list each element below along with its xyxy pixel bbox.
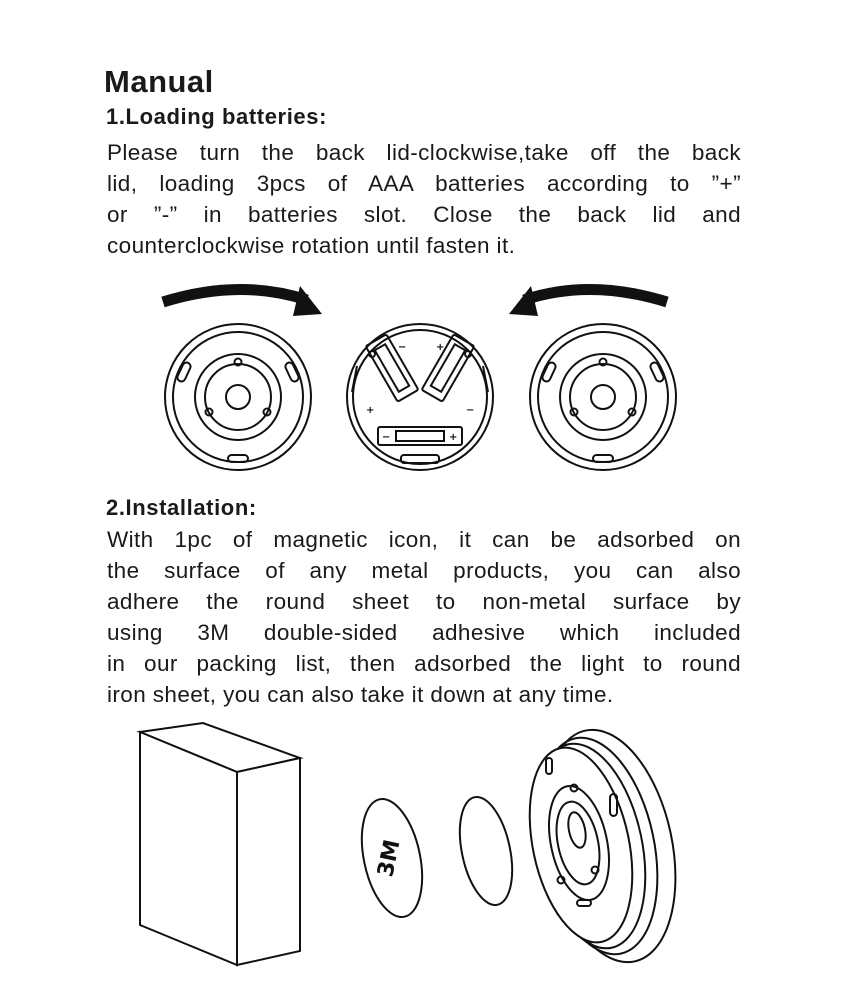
svg-text:+: + — [449, 432, 458, 443]
instruction-line: counterclockwise rotation until fasten it. — [107, 233, 516, 258]
svg-text:−: − — [398, 342, 407, 353]
adhesive-disc-label: 3M — [373, 837, 406, 880]
clockwise-arrow-icon — [163, 286, 322, 316]
section-heading-loading-batteries: 1.Loading batteries: — [106, 104, 328, 129]
instruction-line: With 1pc of magnetic icon, it can be adsorbed on — [107, 527, 741, 552]
battery-loading-illustration — [0, 270, 841, 480]
section-heading-installation: 2.Installation: — [106, 495, 257, 520]
svg-text:−: − — [466, 405, 475, 416]
instruction-line: or ”-” in batteries slot. Close the back lid and — [107, 202, 741, 227]
instruction-line: Please turn the back lid-clockwise,take off the back — [107, 140, 741, 165]
back-lid-closed-right — [530, 324, 676, 470]
instruction-line: lid, loading 3pcs of AAA batteries according to ”+” — [107, 171, 741, 196]
counterclockwise-arrow-icon — [509, 286, 667, 316]
installation-instructions — [107, 524, 741, 710]
round-iron-sheet — [451, 792, 521, 910]
svg-text:+: + — [436, 342, 445, 353]
instruction-line: iron sheet, you can also take it down at any time. — [107, 682, 614, 707]
battery-compartment-open — [347, 324, 493, 470]
svg-text:−: − — [382, 432, 391, 443]
page-title: Manual — [104, 64, 214, 99]
instruction-line: in our packing list, then adsorbed the light to round — [107, 651, 741, 676]
instruction-line: adhere the round sheet to non-metal surface by — [107, 589, 741, 614]
instruction-line: the surface of any metal products, you can also — [107, 558, 741, 583]
installation-illustration — [0, 718, 841, 978]
loading-batteries-instructions — [107, 137, 741, 261]
back-lid-closed-left — [165, 324, 311, 470]
light-unit-illustration — [513, 718, 695, 974]
metal-box-illustration — [140, 723, 300, 965]
svg-text:+: + — [366, 405, 375, 416]
adhesive-disc-3m — [352, 793, 432, 922]
instruction-line: using 3M double-sided adhesive which included — [107, 620, 741, 645]
